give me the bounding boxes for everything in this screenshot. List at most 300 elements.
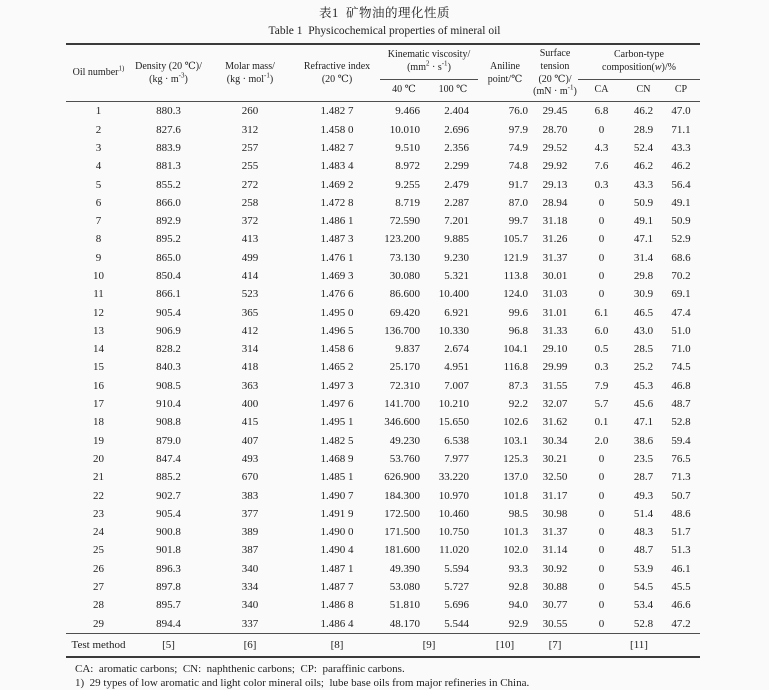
- cell-cp: 48.7: [671, 398, 691, 411]
- cell-viscosity-100c: 2.299: [444, 160, 469, 173]
- cell-viscosity-40c: 30.080: [389, 270, 420, 282]
- table-body: [66, 102, 700, 634]
- cell-viscosity-100c: 9.885: [444, 233, 469, 246]
- cell-surface-tension: 31.01: [542, 306, 568, 319]
- cell-refractive-index: 1.469 3: [320, 270, 354, 282]
- cell-density: 905.4: [156, 507, 181, 520]
- test-method-row: [66, 633, 700, 657]
- table-row: [66, 157, 700, 175]
- footnote-carbon-definitions: CA: aromatic carbons; CN: naphthenic carbons; CP: paraffinic carbons.: [75, 662, 405, 675]
- cell-viscosity-40c: 123.200: [384, 233, 420, 246]
- cell-surface-tension: 30.34: [542, 434, 568, 447]
- cell-molar-mass: 365: [241, 306, 259, 319]
- cell-ca: 0: [598, 599, 605, 612]
- cell-aniline-point: 97.9: [508, 123, 528, 136]
- cell-refractive-index: 1.485 1: [320, 471, 354, 484]
- cell-cn: 49.3: [633, 489, 654, 502]
- test-method-ref: [8]: [294, 633, 380, 657]
- cell-refractive-index: 1.497 6: [320, 398, 354, 411]
- cell-viscosity-40c: 72.590: [389, 215, 420, 228]
- cell-density: 905.4: [156, 306, 181, 319]
- cell-molar-mass: 523: [241, 288, 259, 301]
- cell-ca: 0.5: [594, 343, 609, 356]
- cell-aniline-point: 137.0: [503, 471, 528, 484]
- cell-surface-tension: 31.17: [542, 489, 568, 502]
- cell-surface-tension: 30.21: [542, 452, 568, 465]
- cell-viscosity-40c: 48.170: [389, 617, 420, 630]
- cell-cp: 68.6: [671, 251, 691, 264]
- cell-molar-mass: 337: [241, 617, 259, 630]
- cell-density: 908.8: [156, 416, 181, 429]
- cell-cn: 46.2: [633, 105, 654, 118]
- cell-cn: 47.1: [633, 416, 654, 429]
- cell-cp: 51.7: [671, 526, 691, 539]
- cell-viscosity-100c: 10.750: [438, 526, 469, 539]
- table-row: [66, 578, 700, 596]
- cell-surface-tension: 32.50: [542, 471, 568, 484]
- cell-density: 866.1: [156, 288, 181, 301]
- cell-oil-number: 14: [93, 343, 104, 356]
- table-row: [66, 432, 700, 450]
- cell-aniline-point: 87.3: [508, 379, 528, 392]
- cell-density: 883.9: [156, 141, 181, 154]
- cell-aniline-point: 105.7: [503, 233, 528, 246]
- cell-cp: 46.8: [671, 379, 691, 392]
- cell-cn: 31.4: [633, 251, 654, 264]
- cell-refractive-index: 1.490 7: [320, 489, 354, 502]
- cell-density: 865.0: [156, 251, 181, 264]
- cell-viscosity-40c: 9.466: [395, 105, 420, 118]
- cell-viscosity-100c: 6.921: [444, 306, 469, 319]
- cell-viscosity-100c: 6.538: [444, 434, 469, 447]
- cell-viscosity-40c: 69.420: [389, 306, 420, 319]
- cell-cn: 28.9: [633, 123, 654, 136]
- cell-aniline-point: 98.5: [508, 507, 528, 520]
- cell-surface-tension: 30.98: [542, 507, 568, 520]
- cell-viscosity-100c: 7.007: [444, 379, 469, 392]
- cell-viscosity-40c: 184.300: [384, 489, 420, 502]
- cell-ca: 0: [598, 471, 605, 484]
- cell-cn: 52.8: [633, 617, 654, 630]
- cell-refractive-index: 1.495 1: [320, 416, 354, 429]
- cell-surface-tension: 32.07: [542, 398, 568, 411]
- cell-ca: 0: [598, 196, 605, 209]
- cell-ca: 0: [598, 507, 605, 520]
- cell-molar-mass: 389: [241, 526, 259, 539]
- cell-viscosity-40c: 51.810: [389, 599, 420, 612]
- cell-ca: 0: [598, 123, 605, 136]
- cell-surface-tension: 29.92: [542, 160, 568, 173]
- cell-aniline-point: 91.7: [508, 178, 528, 191]
- cell-viscosity-100c: 10.400: [438, 288, 469, 301]
- cell-molar-mass: 312: [241, 123, 259, 136]
- cell-density: 879.0: [156, 434, 181, 447]
- cell-viscosity-100c: 4.951: [444, 361, 469, 374]
- cell-cn: 28.5: [633, 343, 654, 356]
- cell-ca: 7.6: [594, 160, 609, 173]
- cell-molar-mass: 258: [241, 196, 259, 209]
- cell-molar-mass: 340: [241, 562, 259, 575]
- cell-cp: 71.0: [671, 343, 691, 356]
- cell-oil-number: 24: [93, 526, 104, 539]
- cell-surface-tension: 30.77: [542, 599, 568, 612]
- cell-viscosity-100c: 7.977: [444, 452, 469, 465]
- cell-refractive-index: 1.495 0: [320, 306, 354, 319]
- cell-refractive-index: 1.483 4: [320, 160, 354, 173]
- cell-cp: 51.3: [671, 544, 691, 557]
- cell-density: 880.3: [156, 105, 181, 118]
- cell-oil-number: 4: [95, 160, 102, 173]
- cell-molar-mass: 407: [241, 434, 259, 447]
- cell-cn: 46.5: [633, 306, 654, 319]
- cell-cn: 47.1: [633, 233, 654, 246]
- table-row: [66, 560, 700, 578]
- cell-cn: 54.5: [633, 581, 654, 594]
- table-row: [66, 468, 700, 486]
- test-method-ref: [5]: [131, 633, 206, 657]
- cell-refractive-index: 1.487 3: [320, 233, 354, 246]
- table-row: [66, 175, 700, 193]
- cell-ca: 4.3: [594, 141, 609, 154]
- cell-oil-number: 16: [93, 379, 104, 392]
- cell-oil-number: 28: [93, 599, 104, 612]
- cell-molar-mass: 387: [241, 544, 259, 557]
- cell-aniline-point: 92.8: [508, 581, 528, 594]
- cell-cp: 52.8: [671, 416, 691, 429]
- cell-viscosity-100c: 10.970: [438, 489, 469, 502]
- cell-aniline-point: 93.3: [508, 562, 528, 575]
- cell-cp: 46.1: [671, 562, 691, 575]
- cell-molar-mass: 493: [241, 452, 259, 465]
- cell-viscosity-40c: 72.310: [389, 379, 420, 392]
- cell-ca: 2.0: [594, 434, 609, 447]
- cell-density: 906.9: [156, 324, 181, 337]
- cell-cp: 50.9: [671, 215, 691, 228]
- cell-cn: 53.9: [633, 562, 654, 575]
- table-row: [66, 230, 700, 248]
- cell-density: 895.2: [156, 233, 181, 246]
- test-method-ref: [10]: [478, 633, 532, 657]
- table-row: [66, 358, 700, 376]
- cell-surface-tension: 31.33: [542, 324, 568, 337]
- cell-cn: 50.9: [633, 196, 654, 209]
- cell-density: 892.9: [156, 215, 181, 228]
- cell-cp: 49.1: [671, 196, 691, 209]
- cell-viscosity-40c: 49.390: [389, 562, 420, 575]
- cell-oil-number: 1: [95, 105, 102, 118]
- table-row: [66, 377, 700, 395]
- table-row: [66, 413, 700, 431]
- cell-aniline-point: 104.1: [503, 343, 528, 356]
- cell-molar-mass: 414: [241, 270, 259, 282]
- cell-refractive-index: 1.468 9: [320, 452, 354, 465]
- cell-ca: 0: [598, 270, 605, 282]
- cell-viscosity-40c: 9.837: [395, 343, 420, 356]
- cell-viscosity-100c: 2.356: [444, 141, 469, 154]
- cell-cn: 45.3: [633, 379, 654, 392]
- cell-cp: 43.3: [671, 141, 691, 154]
- cell-viscosity-100c: 33.220: [438, 471, 469, 484]
- col-header-ca: CA: [594, 84, 609, 96]
- cell-cn: 30.9: [633, 288, 654, 301]
- cell-density: 895.7: [156, 599, 181, 612]
- cell-aniline-point: 113.8: [503, 270, 528, 282]
- cell-refractive-index: 1.458 6: [320, 343, 354, 356]
- cell-oil-number: 19: [93, 434, 104, 447]
- cell-aniline-point: 101.8: [503, 489, 528, 502]
- cell-density: 840.3: [156, 361, 181, 374]
- cell-viscosity-40c: 141.700: [384, 398, 420, 411]
- cell-cn: 49.1: [633, 215, 654, 228]
- cell-refractive-index: 1.496 5: [320, 324, 354, 337]
- cell-viscosity-100c: 2.674: [444, 343, 469, 356]
- cell-viscosity-100c: 2.696: [444, 123, 469, 136]
- cell-viscosity-40c: 9.510: [395, 141, 420, 154]
- cell-molar-mass: 340: [241, 599, 259, 612]
- table-row: [66, 596, 700, 614]
- cell-surface-tension: 28.70: [542, 123, 568, 136]
- cell-cn: 38.6: [633, 434, 654, 447]
- cell-refractive-index: 1.476 6: [320, 288, 354, 301]
- test-method-ref: [11]: [578, 633, 700, 657]
- cell-ca: 0: [598, 544, 605, 557]
- cell-oil-number: 5: [95, 178, 102, 191]
- cell-viscosity-40c: 136.700: [384, 324, 420, 337]
- cell-cn: 28.7: [633, 471, 654, 484]
- cell-refractive-index: 1.487 1: [320, 562, 354, 575]
- cell-ca: 0: [598, 215, 605, 228]
- cell-oil-number: 17: [93, 398, 104, 411]
- cell-viscosity-40c: 25.170: [389, 361, 420, 374]
- cell-viscosity-40c: 53.760: [389, 452, 420, 465]
- cell-cn: 45.6: [633, 398, 654, 411]
- cell-viscosity-100c: 11.020: [439, 544, 469, 557]
- cell-viscosity-40c: 172.500: [384, 507, 420, 520]
- cell-surface-tension: 28.94: [542, 196, 568, 209]
- cell-cp: 69.1: [671, 288, 691, 301]
- col-header-oil-number: Oil number$^{1)}$: [72, 64, 125, 79]
- cell-oil-number: 11: [93, 288, 104, 301]
- cell-molar-mass: 418: [241, 361, 259, 374]
- col-header-cp: CP: [674, 84, 688, 96]
- cell-oil-number: 27: [93, 581, 104, 594]
- cell-oil-number: 7: [95, 215, 102, 228]
- cell-surface-tension: 29.45: [542, 105, 568, 118]
- cell-aniline-point: 92.9: [508, 617, 528, 630]
- cell-density: 910.4: [156, 398, 181, 411]
- cell-molar-mass: 334: [241, 581, 259, 594]
- cell-viscosity-40c: 10.010: [389, 123, 420, 136]
- cell-aniline-point: 99.7: [508, 215, 528, 228]
- table-row: [66, 505, 700, 523]
- cell-viscosity-100c: 2.287: [444, 196, 469, 209]
- cell-refractive-index: 1.491 9: [320, 507, 354, 520]
- cell-viscosity-100c: 7.201: [444, 215, 469, 228]
- cell-refractive-index: 1.482 7: [320, 105, 354, 118]
- cell-aniline-point: 87.0: [508, 196, 528, 209]
- cell-viscosity-40c: 346.600: [384, 416, 420, 429]
- table-row: [66, 523, 700, 541]
- cell-ca: 0: [598, 617, 605, 630]
- col-header-molar-mass: Molar mass/ (kg · mol$^{-1}$): [225, 60, 275, 85]
- cell-cp: 70.2: [671, 270, 691, 282]
- cell-ca: 0: [598, 562, 605, 575]
- cell-cn: 53.4: [633, 599, 654, 612]
- cell-aniline-point: 99.6: [508, 306, 528, 319]
- cell-oil-number: 23: [93, 507, 104, 520]
- table-footer: [66, 633, 700, 657]
- cell-cn: 23.5: [633, 452, 654, 465]
- cell-refractive-index: 1.482 7: [320, 141, 354, 154]
- table-row: [66, 120, 700, 138]
- col-header-carbon-type-composition: Carbon-type composition(w)/%: [578, 44, 700, 80]
- cell-cp: 47.2: [671, 617, 691, 630]
- table-row: [66, 541, 700, 559]
- cell-surface-tension: 29.13: [542, 178, 568, 191]
- cell-cn: 52.4: [633, 141, 654, 154]
- cell-oil-number: 10: [93, 270, 104, 282]
- cell-cn: 46.2: [633, 160, 654, 173]
- cell-surface-tension: 31.26: [542, 233, 568, 246]
- table-row: [66, 615, 700, 634]
- cell-cp: 51.0: [671, 324, 691, 337]
- table-row: [66, 139, 700, 157]
- cell-cp: 74.5: [671, 361, 691, 374]
- cell-cn: 43.3: [633, 178, 654, 191]
- cell-viscosity-40c: 86.600: [389, 288, 420, 301]
- cell-cp: 45.5: [671, 581, 691, 594]
- cell-density: 897.8: [156, 581, 181, 594]
- table-row: [66, 322, 700, 340]
- cell-surface-tension: 31.14: [542, 544, 568, 557]
- cell-ca: 6.8: [594, 105, 609, 118]
- cell-viscosity-100c: 10.460: [438, 507, 469, 520]
- cell-molar-mass: 670: [241, 471, 259, 484]
- cell-cn: 51.4: [633, 507, 654, 520]
- cell-surface-tension: 31.37: [542, 526, 568, 539]
- cell-refractive-index: 1.486 4: [320, 617, 354, 630]
- table-row: [66, 340, 700, 358]
- cell-density: 894.4: [156, 617, 181, 630]
- cell-viscosity-40c: 8.719: [395, 196, 420, 209]
- col-header-viscosity-40c: 40 ℃: [392, 84, 416, 96]
- cell-surface-tension: 30.92: [542, 562, 568, 575]
- table-row: [66, 450, 700, 468]
- cell-cp: 48.6: [671, 507, 691, 520]
- cell-density: 855.2: [156, 178, 181, 191]
- table-row: [66, 285, 700, 303]
- cell-molar-mass: 314: [241, 343, 259, 356]
- test-method-label: Test method: [66, 633, 131, 657]
- table-row: [66, 249, 700, 267]
- cell-aniline-point: 125.3: [503, 452, 528, 465]
- cell-cn: 25.2: [633, 361, 654, 374]
- cell-aniline-point: 92.2: [508, 398, 528, 411]
- col-header-kinematic-viscosity: Kinematic viscosity/ $(mm^2 \cdot s^{-1})$: [380, 44, 478, 80]
- cell-viscosity-40c: 53.080: [389, 581, 420, 594]
- cell-cp: 71.1: [671, 123, 691, 136]
- cell-refractive-index: 1.490 4: [320, 544, 354, 557]
- cell-ca: 6.0: [594, 324, 609, 337]
- table-row: [66, 303, 700, 321]
- cell-viscosity-40c: 626.900: [384, 471, 420, 484]
- cell-ca: 6.1: [594, 306, 609, 319]
- cell-refractive-index: 1.486 8: [320, 599, 354, 612]
- cell-surface-tension: 29.10: [542, 343, 568, 356]
- cell-cp: 47.4: [671, 306, 691, 319]
- cell-oil-number: 8: [95, 233, 102, 246]
- cell-oil-number: 3: [95, 141, 102, 154]
- cell-ca: 5.7: [594, 398, 609, 411]
- cell-refractive-index: 1.497 3: [320, 379, 354, 392]
- cell-aniline-point: 74.9: [508, 141, 528, 154]
- cell-density: 900.8: [156, 526, 181, 539]
- cell-viscosity-100c: 5.321: [444, 270, 469, 282]
- cell-refractive-index: 1.458 0: [320, 123, 354, 136]
- cell-cn: 43.0: [633, 324, 654, 337]
- cell-density: 908.5: [156, 379, 181, 392]
- cell-molar-mass: 363: [241, 379, 259, 392]
- cell-ca: 0: [598, 581, 605, 594]
- cell-aniline-point: 116.8: [503, 361, 528, 374]
- cell-viscosity-40c: 8.972: [395, 160, 420, 173]
- cell-aniline-point: 124.0: [503, 288, 528, 301]
- cell-molar-mass: 257: [241, 141, 259, 154]
- col-header-viscosity-100c: 100 ℃: [438, 84, 468, 96]
- cell-viscosity-100c: 5.727: [444, 581, 469, 594]
- cell-molar-mass: 272: [241, 178, 259, 191]
- cell-density: 885.2: [156, 471, 181, 484]
- cell-ca: 0: [598, 288, 605, 301]
- cell-viscosity-100c: 5.594: [444, 562, 469, 575]
- cell-density: 850.4: [156, 270, 181, 282]
- cell-cp: 50.7: [671, 489, 691, 502]
- table-row: [66, 486, 700, 504]
- col-header-refractive-index: Refractive index (20 ℃): [303, 60, 371, 85]
- table-row: [66, 395, 700, 413]
- cell-refractive-index: 1.490 0: [320, 526, 354, 539]
- cell-molar-mass: 372: [241, 215, 259, 228]
- cell-cp: 46.6: [671, 599, 691, 612]
- cell-oil-number: 9: [95, 251, 102, 264]
- test-method-ref: [7]: [532, 633, 578, 657]
- cell-viscosity-100c: 5.696: [444, 599, 469, 612]
- table-title-chinese: 表1 矿物油的理化性质: [318, 6, 450, 20]
- cell-surface-tension: 31.03: [542, 288, 568, 301]
- cell-oil-number: 18: [93, 416, 104, 429]
- cell-viscosity-100c: 10.210: [438, 398, 469, 411]
- test-method-ref: [6]: [206, 633, 294, 657]
- cell-surface-tension: 30.55: [542, 617, 568, 630]
- cell-oil-number: 21: [93, 471, 104, 484]
- col-header-density: Density (20 ℃)/ $(kg \cdot m^{-3})$: [135, 60, 202, 85]
- cell-cn: 48.7: [633, 544, 654, 557]
- cell-molar-mass: 255: [241, 160, 259, 173]
- table-title-english: Table 1 Physicochemical properties of mineral oil: [268, 25, 501, 37]
- cell-molar-mass: 377: [241, 507, 259, 520]
- cell-refractive-index: 1.469 2: [320, 178, 354, 191]
- cell-cn: 48.3: [633, 526, 654, 539]
- cell-viscosity-100c: 2.479: [444, 178, 469, 191]
- cell-density: 901.8: [156, 544, 181, 557]
- cell-ca: 0: [598, 233, 605, 246]
- cell-refractive-index: 1.465 2: [320, 361, 354, 374]
- cell-surface-tension: 31.18: [542, 215, 568, 228]
- cell-cp: 71.3: [671, 471, 691, 484]
- cell-viscosity-100c: 10.330: [438, 324, 469, 337]
- cell-aniline-point: 102.0: [503, 544, 528, 557]
- cell-density: 896.3: [156, 562, 181, 575]
